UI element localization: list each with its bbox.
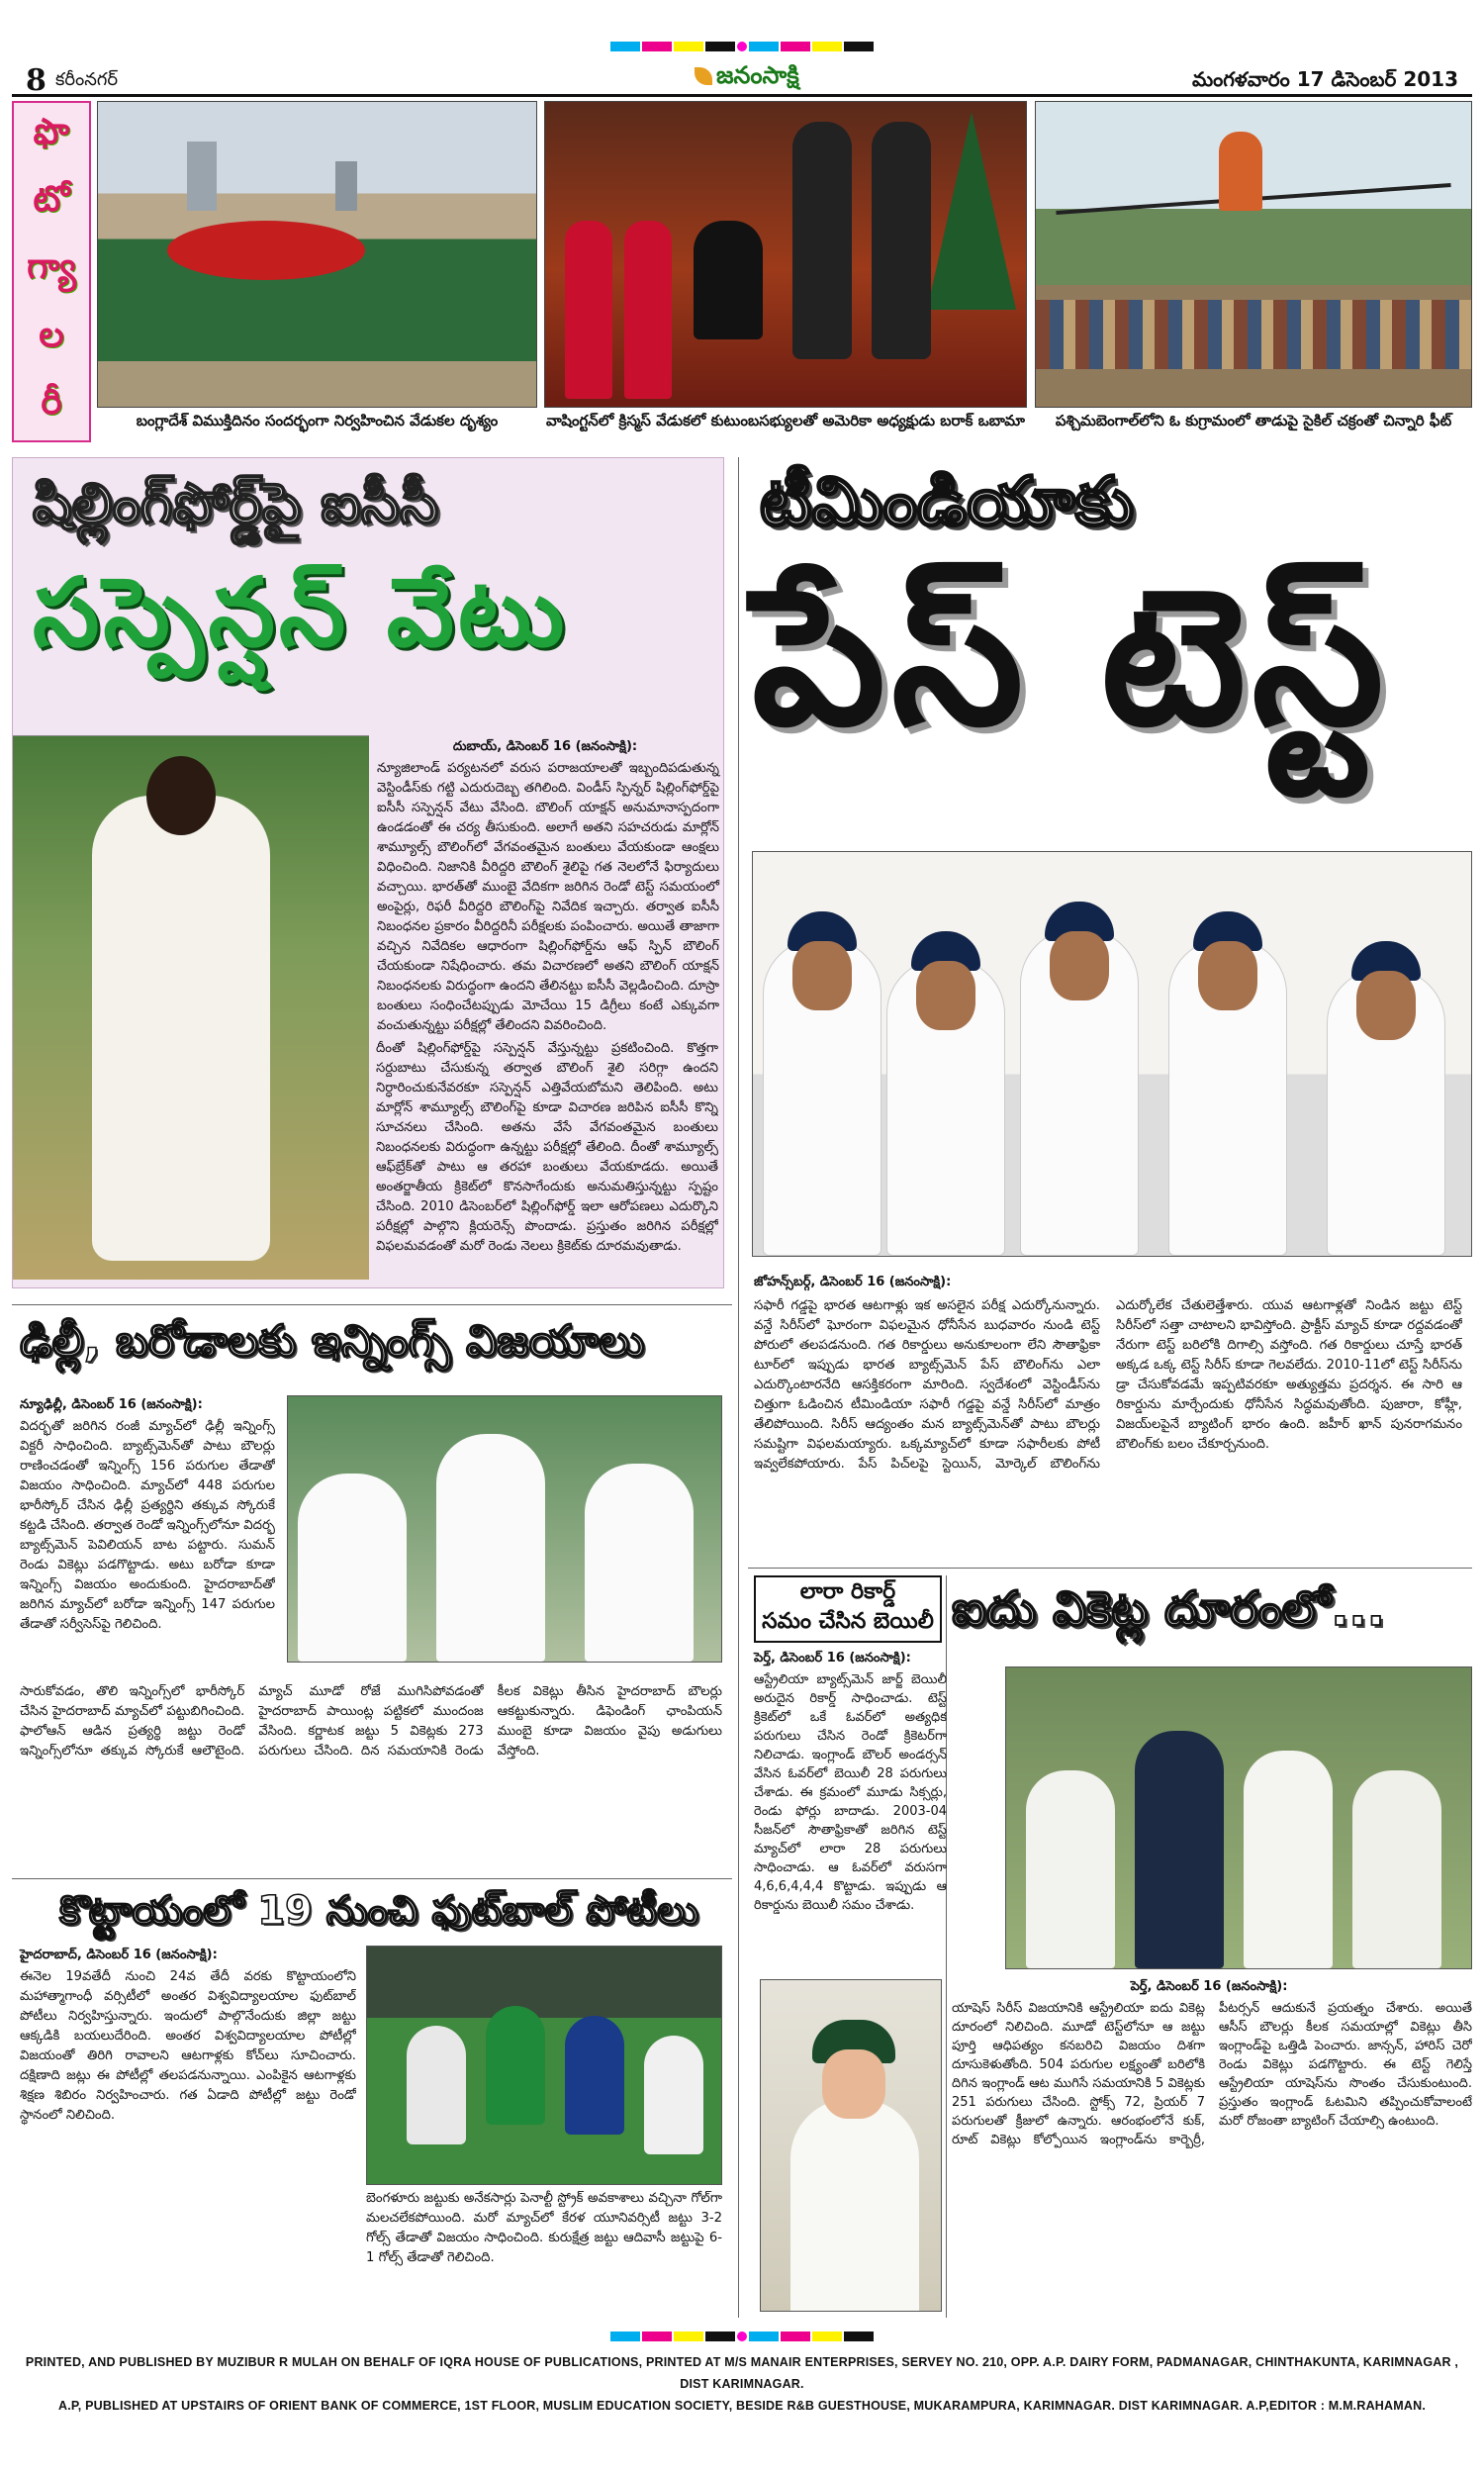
football-photo bbox=[366, 1946, 722, 2185]
player-figure bbox=[565, 2016, 624, 2135]
article-headline: సస్పెన్షన్ వేటు bbox=[33, 557, 569, 668]
team-india-photo bbox=[752, 851, 1472, 1257]
building-shape bbox=[335, 161, 357, 211]
article-body: ఈనెల 19వతేదీ నుంచి 24వ తేదీ వరకు కొట్టాయంలోని మహాత్మాగాంధీ వర్సిటీలో అంతర విశ్వవిద్యాలయాల ఫుట్‌బాల్ పోటీలు నిర్వహిస్తున్నారు. ఇందులో పాల్గొనేందుకు జిల్లా జట్టు ఆక్కడికి బయలుదేరింది. అంతర విశ్వవిద్యాలయాల పోటీల్లో విజయంతో తిరిగి రావాలని ఆటగాళ్లకు కోచ్‌లు సూచించారు. దక్షిణాది జట్లు ఈ పోటీల్లో తలపడనున్నాయి. ఎంపికైన ఆటగాళ్లకు శిక్షణ శిబిరం నిర్వహించారు. గత ఏడాది పోటీల్లో జట్టు రెండో స్థానంలో నిలిచింది. bbox=[20, 1969, 356, 2123]
shillingford-photo bbox=[13, 735, 369, 1280]
article-kicker: టీమిండియాకు bbox=[760, 463, 1135, 541]
tightrope-photo bbox=[1035, 101, 1472, 408]
face-shape bbox=[1356, 971, 1416, 1040]
article-headline: కొట్టాయంలో 19 నుంచి ఫుట్‌బాల్ పోటీలు bbox=[59, 1888, 699, 1934]
publisher-imprint bbox=[12, 2351, 1472, 2417]
photo-caption: వాషింగ్టన్‌లో క్రిస్మస్ వేడుకలో కుటుంబసభ్యులతో అమెరికా అధ్యక్షుడు బరాక్ ఒబామా bbox=[546, 412, 1025, 429]
article-byline: జోహన్స్‌బర్గ్, డిసెంబర్ 16 (జనంసాక్షి): bbox=[754, 1275, 952, 1289]
player-figure bbox=[298, 1474, 407, 1662]
article-body: సారుకోవడం, తొలి ఇన్నింగ్స్‌లో భారీస్కోర్ చేసిన హైదరాబాద్ మ్యాచ్‌లో పట్టుబిగించింది. ఫాలోఆన్ ఆడిన ప్రత్యర్థి జట్టు రెండో ఇన్నింగ్స్‌లోనూ తక్కువ స్కోరుకే ఆలౌటైంది. మ్యాచ్ మూడో రోజే ముగిసిపోవడంతో హైదరాబాద్ పాయింట్ల పట్టికలో ముందంజ వేసింది. కర్ణాటక జట్టు 5 వికెట్లకు 273 పరుగులు చేసింది. దిన సమయానికి రెండు కీలక వికెట్లు తీసిన హైదరాబాద్ బౌలర్లు ఆకట్టుకున్నారు. డిఫెండింగ్ ఛాంపియన్ ముంబై కూడా విజయం వైపు అడుగులు వేస్తోంది. bbox=[20, 1684, 722, 1759]
article-body: విదర్భతో జరిగిన రంజీ మ్యాచ్‌లో ఢిల్లీ ఇన్నింగ్స్ విక్టరీ సాధించింది. బ్యాట్స్‌మెన్‌తో పాటు బౌలర్లు రాణించడంతో ఇన్నింగ్స్ 156 పరుగుల తేడాతో విజయం సాధించింది. మ్యాచ్‌లో 448 పరుగుల భారీస్కోర్ చేసిన ఢిల్లీ ప్రత్యర్థిని తక్కువ స్కోరుకే కట్టడి చేసింది. తర్వాత రెండో ఇన్నింగ్స్‌లోనూ విదర్భ బ్యాట్స్‌మెన్ పెవిలియన్ బాట పట్టారు. సుమన్ రెండు వికెట్లు పడగొట్టాడు. అటు బరోడా కూడా ఇన్నింగ్స్ విజయం అందుకుంది. హైదరాబాద్‌తో జరిగిన మ్యాచ్‌లో బరోడా ఇన్నింగ్స్ 147 పరుగుల తేడాతో సర్వీసెస్‌పై గెలిచింది. bbox=[20, 1419, 275, 1632]
gallery-label-char: రీ bbox=[41, 381, 62, 423]
article-byline: పెర్త్, డిసెంబర్ 16 (జనంసాక్షి): bbox=[1130, 1979, 1288, 1994]
article-headline: లారా రికార్డ్ bbox=[799, 1579, 896, 1604]
child-figure bbox=[1219, 132, 1262, 211]
leaf-icon bbox=[695, 67, 712, 85]
player-head bbox=[146, 756, 216, 835]
face-shape bbox=[792, 941, 852, 1010]
article-byline: దుబాయ్, డిసెంబర్ 16 (జనంసాక్షి): bbox=[452, 739, 638, 754]
article-headline: ఢిల్లీ, బరోడాలకు ఇన్నింగ్స్ విజయాలు bbox=[20, 1316, 645, 1367]
bottom-registration-marks bbox=[0, 2330, 1484, 2343]
person-figure bbox=[872, 122, 931, 359]
article-body: యాషెస్ సిరీస్ విజయానికి ఆస్ట్రేలియా ఐదు వికెట్ల దూరంలో నిలిచింది. మూడో టెస్ట్‌లోనూ ఆ జట్టు పూర్తి ఆధిపత్యం కనబరిచి విజయం దిశగా దూసుకెళుతోంది. 504 పరుగుల లక్ష్యంతో బరిలోకి దిగిన ఇంగ్లాండ్ ఆట ముగిసే సమయానికి 5 వికెట్లకు 251 పరుగులు చేసింది. స్టోక్స్ 72, ప్రియర్ 7 పరుగులతో క్రీజులో ఉన్నారు. ఆరంభంలోనే కుక్, రూట్ వికెట్లు కోల్పోయిన ఇంగ్లాండ్‌ను కార్బెర్రీ, పీటర్సన్ ఆదుకునే ప్రయత్నం చేశారు. అయితే ఆసీస్ బౌలర్లు కీలక సమయాల్లో వికెట్లు తీసి ఇంగ్లాండ్‌పై ఒత్తిడి పెంచారు. జాన్సన్, హారిస్ చెరో రెండు వికెట్లు పడగొట్టారు. ఈ టెస్ట్ గెలిస్తే ఆస్ట్రేలియా యాషెస్‌ను సొంతం చేసుకుంటుంది. ప్రస్తుతం ఇంగ్లాండ్ ఓటమిని తప్పించుకోవాలంటే మరో రోజంతా బ్యాటింగ్ చేయాల్సి ఉంటుంది. bbox=[952, 2001, 1472, 2147]
gallery-label bbox=[12, 101, 91, 442]
ashes-celebration-photo bbox=[1005, 1666, 1472, 1969]
player-figure bbox=[407, 2026, 466, 2144]
player-figure bbox=[644, 2036, 703, 2154]
article-headline: ఐదు వికెట్ల దూరంలో... bbox=[952, 1581, 1385, 1637]
building-shape bbox=[187, 142, 217, 211]
player-figure bbox=[92, 796, 270, 1261]
face-shape bbox=[916, 961, 975, 1030]
section-rule bbox=[12, 1304, 732, 1305]
photo-gallery bbox=[12, 101, 1472, 447]
article-body: దీంతో షిల్లింగ్‌ఫోర్డ్‌పై సస్పెన్షన్ వేస్తున్నట్టు ప్రకటించింది. కొత్తగా సర్దుబాటు చేసుకున్న తర్వాత బౌలింగ్ శైలి సరిగ్గా ఉందని నిర్ధారించుకునేవరకూ సస్పెన్షన్ ఎత్తివేయబోమని తెలిపింది. అటు మార్లోన్ శామ్యూల్స్ బౌలింగ్‌పై కూడా విచారణ జరిపిన ఐసీసీ కొన్ని సూచనలు చేసింది. అతను వేసే వేగవంతమైన బంతులు నిబంధనలకు విరుద్ధంగా ఉన్నట్టు పరీక్షల్లో తేలింది. దీంతో శామ్యూల్స్ ఆఫ్‌బ్రేక్‌తో పాటు ఆ తరహా బంతులు వేయకూడదు. అయితే అంతర్జాతీయ క్రికెట్‌లో కొనసాగేందుకు అనుమతిస్తున్నట్టు స్పష్టం చేసింది. 2010 డిసెంబర్‌లో షిల్లింగ్‌ఫోర్డ్ ఇలా ఆరోపణలు ఎదుర్కొని పరీక్షల్లో పాల్గొని క్లియరెన్స్ పొందాడు. ప్రస్తుతం జరిగిన పరీక్షల్లో విఫలమవడంతో మరో రెండు నెలలు క్రికెట్‌కు దూరమవుతాడు. bbox=[376, 1041, 718, 1254]
gallery-label-char: గ్యా bbox=[27, 246, 76, 288]
photo-caption: బంగ్లాదేశ్ విముక్తిదినం సందర్భంగా నిర్వహించిన వేడుకల దృశ్యం bbox=[136, 412, 499, 429]
player-figure bbox=[1352, 1770, 1441, 1968]
article-byline: హైదరాబాద్, డిసెంబర్ 16 (జనంసాక్షి): bbox=[20, 1948, 218, 1962]
player-figure bbox=[1244, 1751, 1333, 1968]
player-figure bbox=[585, 1464, 694, 1662]
article-byline: పెర్త్, డిసెంబర్ 16 (జనంసాక్షి): bbox=[754, 1651, 911, 1665]
article-body: సఫారీ గడ్డపై భారత ఆటగాళ్లు ఇక అసలైన పరీక్ష ఎదుర్కోనున్నారు. వన్డే సిరీస్‌లో ఘోరంగా విఫలమైన ధోనీసేన బుధవారం నుండి టెస్ట్ పోరులో తలపడనుంది. గత రికార్డులు అనుకూలంగా లేని సౌతాఫ్రికా టూర్‌లో ఇప్పుడు భారత బ్యాట్స్‌మెన్ పేస్ బౌలింగ్‌ను ఎలా ఎదుర్కొంటారనేది ఆసక్తికరంగా మారింది. స్వదేశంలో వెస్టిండీస్‌ను చిత్తుగా ఓడించిన టీమిండియా సఫారీ గడ్డపై వన్డే సిరీస్‌లో మాత్రం తేలిపోయింది. సిరీస్ ఆద్యంతం మన బ్యాట్స్‌మెన్‌తో పాటు బౌలర్లు సమష్టిగా విఫలమయ్యారు. ఒక్కమ్యాచ్‌లో కూడా సఫారీలకు పోటీ ఇవ్వలేకపోయారు. పేస్ పిచ్‌లపై స్టెయిన్, మోర్కెల్ బౌలింగ్‌ను ఎదుర్కోలేక చేతులెత్తేశారు. యువ ఆటగాళ్లతో నిండిన జట్టు టెస్ట్ సిరీస్‌లో సత్తా చాటాలని భావిస్తోంది. ప్రాక్టీస్ మ్యాచ్ కూడా రద్దవడంతో నేరుగా టెస్ట్ బరిలోకి దిగాల్సి వస్తోంది. గత రికార్డులు చూస్తే భారత్ అక్కడ ఒక్క టెస్ట్ సిరీస్ కూడా గెలవలేదు. 2010-11లో టెస్ట్ సిరీస్‌ను డ్రా చేసుకోవడమే ఇప్పటివరకూ అత్యుత్తమ ప్రదర్శన. ఈ సారి ఆ రికార్డును మార్చేందుకు ధోనీసేన సిద్ధమవుతోంది. పుజారా, కోహ్లీ, విజయ్‌లపైనే బ్యాటింగ్ భారం ఉంది. జహీర్ ఖాన్ పునరాగమనం బౌలింగ్‌కు బలం చేకూర్చనుంది. bbox=[754, 1298, 1462, 1472]
crowd-shape bbox=[1036, 300, 1472, 369]
article-body: ఆస్ట్రేలియా బ్యాట్స్‌మెన్ జార్జ్ బెయిలీ అరుదైన రికార్డ్ సాధించాడు. టెస్ట్ క్రికెట్‌లో ఒకే ఓవర్‌లో అత్యధిక పరుగులు చేసిన రెండో క్రికెటర్‌గా నిలిచాడు. ఇంగ్లాండ్ బౌలర్ అండర్సన్ వేసిన ఓవర్‌లో బెయిలీ 28 పరుగులు చేశాడు. ఈ క్రమంలో మూడు సిక్సర్లు, రెండు ఫోర్లు బాదాడు. 2003-04 సీజన్‌లో సౌతాఫ్రికాతో జరిగిన టెస్ట్ మ్యాచ్‌లో లారా 28 పరుగులు సాధించాడు. ఆ ఓవర్‌లో వరుసగా 4,6,6,4,4,4 కొట్టాడు. ఇప్పుడు ఆ రికార్డును బెయిలీ సమం చేశాడు. bbox=[754, 1672, 947, 1913]
edition-name: కరీంనగర్ bbox=[55, 69, 118, 90]
player-figure bbox=[1026, 1770, 1115, 1968]
player-figure bbox=[436, 1434, 545, 1662]
brand-name: జనంసాక్షి bbox=[716, 61, 799, 89]
article-body: బెంగళూరు జట్టుకు అనేకసార్లు పెనాల్టీ స్ట్రోక్ అవకాశాలు వచ్చినా గోల్‌గా మలచలేకపోయింది. మరో మ్యాచ్‌లో కేరళ యూనివర్సిటీ జట్టు 3-2 గోల్స్ తేడాతో విజయం సాధించింది. కురుక్షేత్ర జట్టు ఆదివాసీ జట్టుపై 6-1 గోల్స్ తేడాతో గెలిచింది. bbox=[366, 2191, 722, 2265]
face-shape bbox=[1050, 931, 1109, 1000]
obama-christmas-photo bbox=[544, 101, 1027, 408]
gallery-label-char: ల bbox=[39, 314, 64, 355]
christmas-tree-shape bbox=[927, 112, 1016, 310]
column-rule bbox=[738, 457, 739, 2318]
elf-figure bbox=[565, 221, 612, 399]
player-figure bbox=[790, 2099, 919, 2312]
article-body: న్యూజిలాండ్ పర్యటనలో వరుస పరాజయాలతో ఇబ్బందిపడుతున్న వెస్టిండీస్‌కు గట్టి ఎదురుదెబ్బ తగిలింది. విండీస్ స్పిన్నర్ షిల్లింగ్‌ఫోర్డ్‌పై ఐసీసీ సస్పెన్షన్ వేటు వేసింది. బౌలింగ్ యాక్షన్ అనుమానాస్పదంగా ఉండడంతో ఈ చర్య తీసుకుంది. అలాగే అతని సహచరుడు మార్లోన్ శామ్యూల్స్ బౌలింగ్‌లో వేగవంతమైన బంతులు వేయకుండా ఆంక్షలు విధించింది. నిజానికి వీరిద్దరి బౌలింగ్ శైలిపై గత నెలలోనే ఫిర్యాదులు వచ్చాయి. భారత్‌తో ముంబై వేదికగా జరిగిన రెండో టెస్ట్ సమయంలో అంపైర్లు, రిఫరీ వీరిద్దరి బౌలింగ్‌పై నివేదిక ఇచ్చారు. తర్వాత ఐసీసీ నిబంధనల ప్రకారం వీరిద్దరినీ పరీక్షలకు పంపించారు. అయితే తాజాగా వచ్చిన నివేదికల ఆధారంగా షిల్లింగ్‌ఫోర్డ్‌ను ఆఫ్ స్పిన్ బౌలింగ్ చేయకుండా నిషేధించారు. తమ విచారణలో అతని బౌలింగ్ యాక్షన్ నిబంధనలకు విరుద్ధంగా ఉందని తేలినట్టు ఐసీసీ వెల్లడించింది. దూస్రా బంతులు సంధించేటప్పుడు మోచేయి 15 డిగ్రీలు కంటే ఎక్కువగా వంచుతున్నట్టు పరీక్షల్లో తేలిందని వివరించింది. bbox=[377, 761, 719, 1033]
imprint-line: PRINTED, AND PUBLISHED BY MUZIBUR R MULAH ON BEHALF OF IQRA HOUSE OF PUBLICATIONS, PRINTED AT M/S MANAIR ENTERPRISES, SERVEY NO. 210, OPP. A.P. DAIRY FORM, PADMANAGAR, CHINTHAKUNTA, KARIMNAGAR , DIST KARIMNAGAR. bbox=[25, 2355, 1459, 2391]
article-headline: పేస్ టెస్ట్ bbox=[752, 548, 1390, 767]
section-rule bbox=[748, 1568, 1472, 1569]
person-figure bbox=[792, 122, 852, 359]
lara-headline-box bbox=[754, 1575, 942, 1643]
flag-red-disc bbox=[167, 221, 365, 280]
gallery-label-char: ఫొ bbox=[33, 112, 70, 153]
player-figure bbox=[486, 2006, 545, 2125]
article-kicker: షిల్లింగ్‌ఫోర్డ్‌పై ఐసీసీ bbox=[33, 472, 439, 536]
face-shape bbox=[1198, 941, 1257, 1010]
photo-caption: పశ్చిమబెంగాల్‌లోని ఓ కుగ్రామంలో తాడుపై సైకిల్ చక్రంతో చిన్నారి ఫీట్ bbox=[1055, 412, 1452, 429]
player-figure bbox=[1135, 1731, 1224, 1968]
ranji-players-photo bbox=[287, 1395, 722, 1663]
article-byline: న్యూఢిల్లీ, డిసెంబర్ 16 (జనంసాక్షి): bbox=[20, 1397, 203, 1412]
article-headline: సమం చేసిన బెయిలీ bbox=[762, 1609, 934, 1634]
face-shape bbox=[822, 2049, 885, 2119]
newspaper-logo bbox=[695, 61, 799, 95]
elf-figure bbox=[624, 221, 672, 399]
bailey-photo bbox=[760, 1979, 942, 2312]
imprint-line: A.P, PUBLISHED AT UPSTAIRS OF ORIENT BANK OF COMMERCE, 1ST FLOOR, MUSLIM EDUCATION SOCIETY, BESIDE R&B GUESTHOUSE, MUKARAMPURA, KARIMNAGAR. DIST KARIMNAGAR. A.P,EDITOR : M.M.RAHAMAN. bbox=[57, 2399, 1427, 2413]
bangladesh-flag-photo bbox=[97, 101, 537, 408]
page-number: 8 bbox=[26, 63, 46, 98]
top-registration-marks bbox=[0, 40, 1484, 53]
masthead bbox=[12, 57, 1472, 97]
dateline: మంగళవారం 17 డిసెంబర్ 2013 bbox=[1191, 67, 1458, 91]
person-figure bbox=[694, 221, 763, 339]
gallery-label-char: టో bbox=[33, 179, 70, 221]
